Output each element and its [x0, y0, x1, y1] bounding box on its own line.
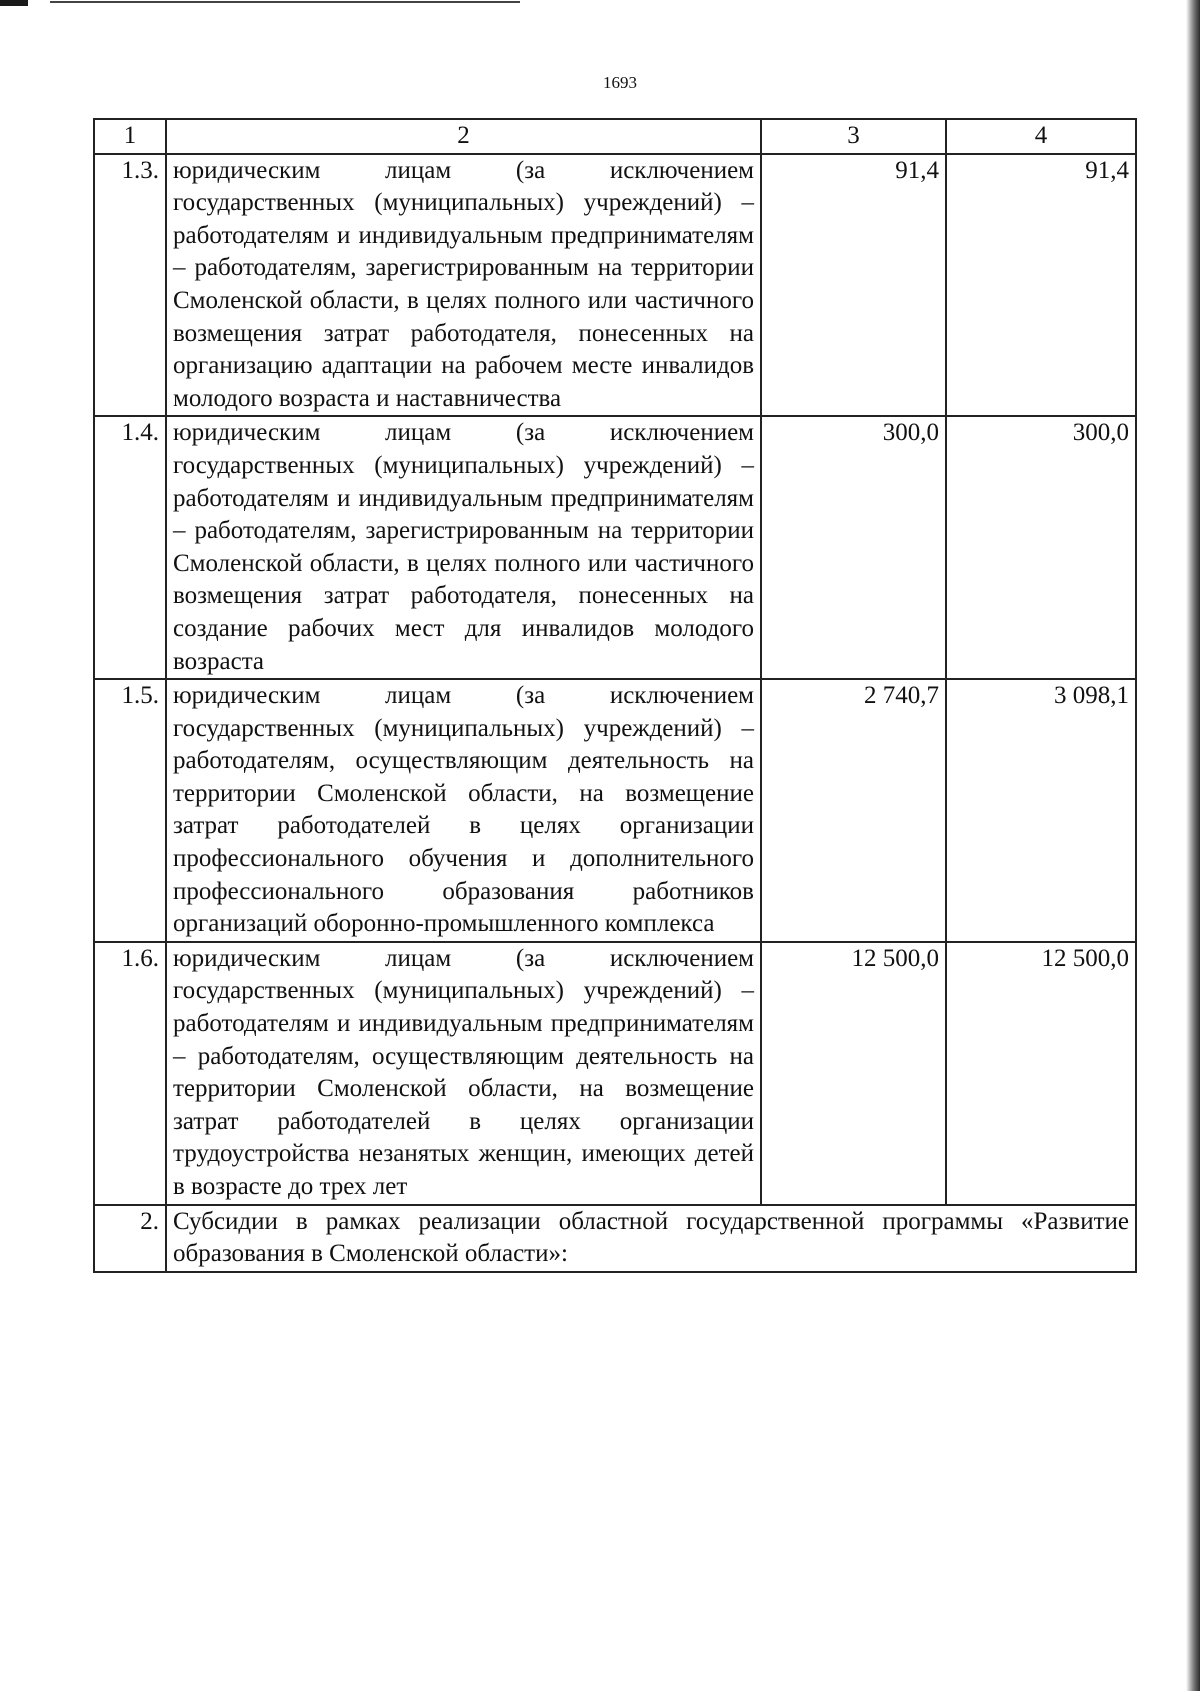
section-title: Субсидии в рамках реализации областной государственной программы «Развитие образования в Смоленской области»:: [166, 1205, 1136, 1272]
header-col-2: 2: [166, 119, 761, 154]
header-col-4: 4: [946, 119, 1136, 154]
scan-mark: [0, 0, 28, 6]
row-description: юридическим лицам (за исключением государственных (муниципальных) учреждений) – работодателям и индивидуальным предпринимателям – работодателям, зарегистрированным на территории Смоленской области, в целях полного или частичного возмещения затрат работодателя, понесенных на создание рабочих мест для инвалидов молодого возраста: [166, 416, 761, 679]
row-value-col3: 12 500,0: [761, 942, 946, 1205]
row-value-col3: 300,0: [761, 416, 946, 679]
row-number: 1.4.: [94, 416, 166, 679]
row-value-col3: 2 740,7: [761, 679, 946, 942]
table-row: [94, 416, 1136, 679]
page-number: 1693: [603, 73, 637, 92]
table-row: [94, 154, 1136, 417]
scan-edge-shadow: [1186, 0, 1200, 1691]
header-col-1: 1: [94, 119, 166, 154]
table-header-row: [94, 119, 1136, 154]
row-value-col4: 91,4: [946, 154, 1136, 417]
row-number: 1.6.: [94, 942, 166, 1205]
table-row: [94, 679, 1136, 942]
row-description: юридическим лицам (за исключением государственных (муниципальных) учреждений) – работодателям и индивидуальным предпринимателям – работодателям, осуществляющим деятельность на территории Смоленской области, на возмещение затрат работодателей в целях организации трудоустройства незанятых женщин, имеющих детей в возрасте до трех лет: [166, 942, 761, 1205]
header-col-3: 3: [761, 119, 946, 154]
section-row: [94, 1205, 1136, 1272]
section-number: 2.: [94, 1205, 166, 1272]
row-value-col4: 3 098,1: [946, 679, 1136, 942]
scan-line: [50, 1, 520, 3]
row-value-col4: 300,0: [946, 416, 1136, 679]
row-value-col4: 12 500,0: [946, 942, 1136, 1205]
subsidy-table: [93, 118, 1137, 1273]
row-description: юридическим лицам (за исключением государственных (муниципальных) учреждений) – работодателям, осуществляющим деятельность на территории Смоленской области, на возмещение затрат работодателей в целях организации профессионального обучения и дополнительного профессионального образования работников организаций оборонно-промышленного комплекса: [166, 679, 761, 942]
table-row: [94, 942, 1136, 1205]
row-number: 1.3.: [94, 154, 166, 417]
row-description: юридическим лицам (за исключением государственных (муниципальных) учреждений) – работодателям и индивидуальным предпринимателям – работодателям, зарегистрированным на территории Смоленской области, в целях полного или частичного возмещения затрат работодателя, понесенных на организацию адаптации на рабочем месте инвалидов молодого возраста и наставничества: [166, 154, 761, 417]
row-value-col3: 91,4: [761, 154, 946, 417]
row-number: 1.5.: [94, 679, 166, 942]
